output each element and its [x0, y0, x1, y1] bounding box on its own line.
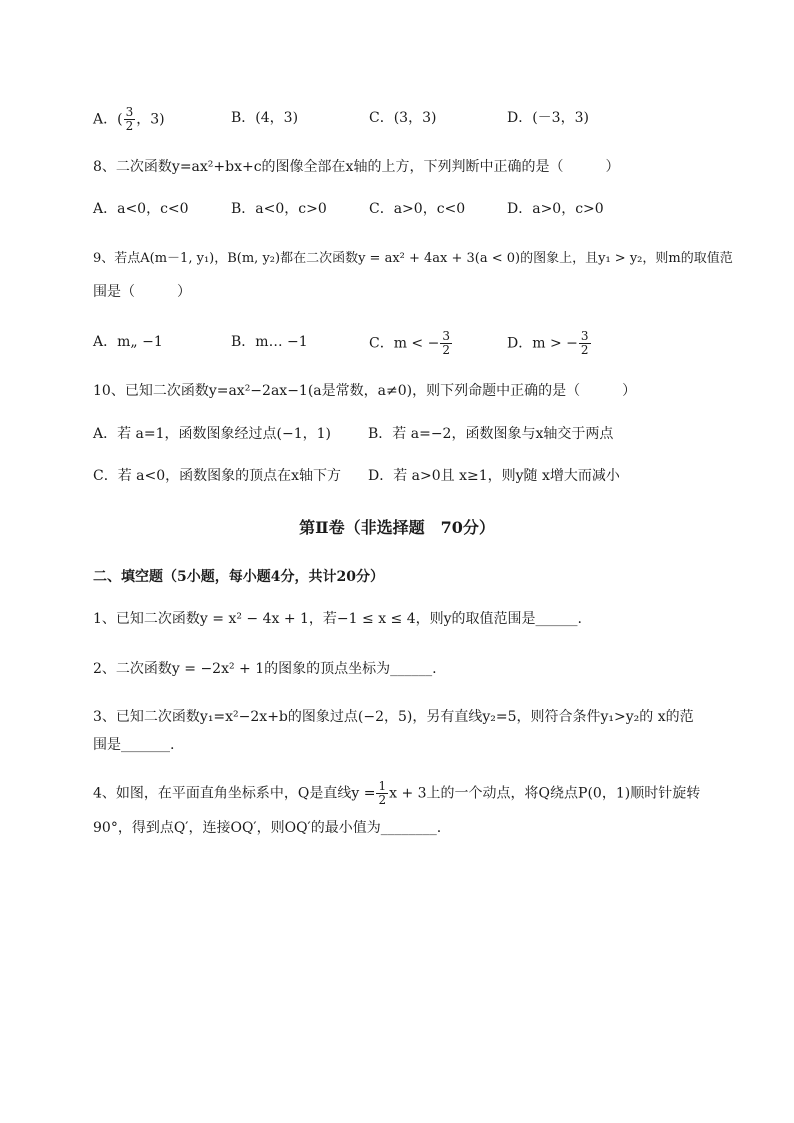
fraction-numerator: 3 [125, 105, 134, 119]
q10-option-d: D．若 a>0且 x≥1，则y随 x增大而减小 [368, 468, 620, 484]
q10-option-c: C．若 a<0，函数图象的顶点在x轴下方 [93, 468, 342, 484]
q7-option-a-fraction [124, 106, 136, 133]
q9-option-d [507, 330, 592, 357]
fill-q1: 1、已知二次函数y = x² − 4x + 1，若−1 ≤ x ≤ 4，则y的取值范围是______. [93, 611, 582, 627]
q7-option-a-suffix: ，3) [136, 111, 165, 128]
q7-option-a [93, 106, 165, 133]
q9-option-a: A．m„ −1 [93, 334, 163, 350]
q8-option-c: C．a>0，c<0 [369, 201, 466, 217]
q9-option-c-prefix: C．m < − [369, 335, 440, 352]
q8-options [93, 199, 653, 229]
q10-stem: 10、已知二次函数y=ax²−2ax−1(a是常数，a≠0)，则下列命题中正确的是（ ） [93, 383, 637, 399]
q9-options [93, 330, 653, 364]
q7-option-a-prefix: A．( [93, 111, 123, 128]
q8-option-a: A．a<0，c<0 [93, 201, 189, 217]
fraction-denominator: 2 [580, 343, 589, 357]
q10-option-a: A．若 a=1，函数图象经过点(−1，1) [93, 426, 332, 442]
q7-option-b: B．(4，3) [231, 110, 299, 126]
part-heading: 二、填空题（5小题，每小题4分，共计20分） [93, 569, 384, 585]
q9-option-c-fraction [440, 330, 452, 357]
q9-option-d-prefix: D．m > − [507, 335, 578, 352]
q7-option-c: C．(3，3) [369, 110, 437, 126]
q9-stem-line1: 9、若点A(m－1, y₁)，B(m, y₂)都在二次函数y = ax² + 4ax + 3(a < 0)的图象上，且y₁ > y₂，则m的取值范 [93, 251, 733, 266]
fill-q3-line2: 围是_______. [93, 737, 175, 753]
fill-q4-line2: 90°，得到点Q′，连接OQ′，则OQ′的最小值为________. [93, 820, 442, 836]
q7-option-d: D．(－3，3) [507, 110, 589, 126]
fraction-denominator: 2 [125, 119, 134, 133]
fraction-numerator: 1 [378, 779, 387, 793]
fraction-denominator: 2 [442, 343, 450, 357]
q8-option-d: D．a>0，c>0 [507, 201, 604, 217]
q8-stem: 8、二次函数y=ax²+bx+c的图像全部在x轴的上方，下列判断中正确的是（ ） [93, 159, 620, 175]
fraction-numerator: 3 [442, 329, 450, 343]
section-title: 第Ⅱ卷（非选择题 70分） [299, 518, 495, 537]
fill-q4-suffix: x + 3上的一个动点，将Q绕点P(0，1)顺时针旋转 [389, 785, 701, 802]
q9-option-c [369, 330, 453, 357]
fill-q2: 2、二次函数y = −2x² + 1的图象的顶点坐标为______. [93, 661, 437, 677]
fraction-numerator: 3 [580, 329, 589, 343]
fraction-denominator: 2 [378, 793, 387, 807]
fill-q4-fraction [376, 780, 388, 807]
q9-option-d-fraction [579, 330, 591, 357]
fill-q3-line1: 3、已知二次函数y₁=x²−2x+b的图象过点(−2，5)，另有直线y₂=5，则符合条件y₁>y₂的 x的范 [93, 709, 694, 725]
q8-option-b: B．a<0，c>0 [231, 201, 327, 217]
q9-stem-line2: 围是（ ） [93, 284, 191, 300]
fill-q4-prefix: 4、如图，在平面直角坐标系中，Q是直线y = [93, 785, 376, 802]
fill-q4-line1 [93, 780, 700, 807]
q9-option-b: B．m… −1 [231, 334, 308, 350]
q10-option-b: B．若 a=−2，函数图象与x轴交于两点 [368, 426, 614, 442]
q7-options [93, 106, 653, 136]
